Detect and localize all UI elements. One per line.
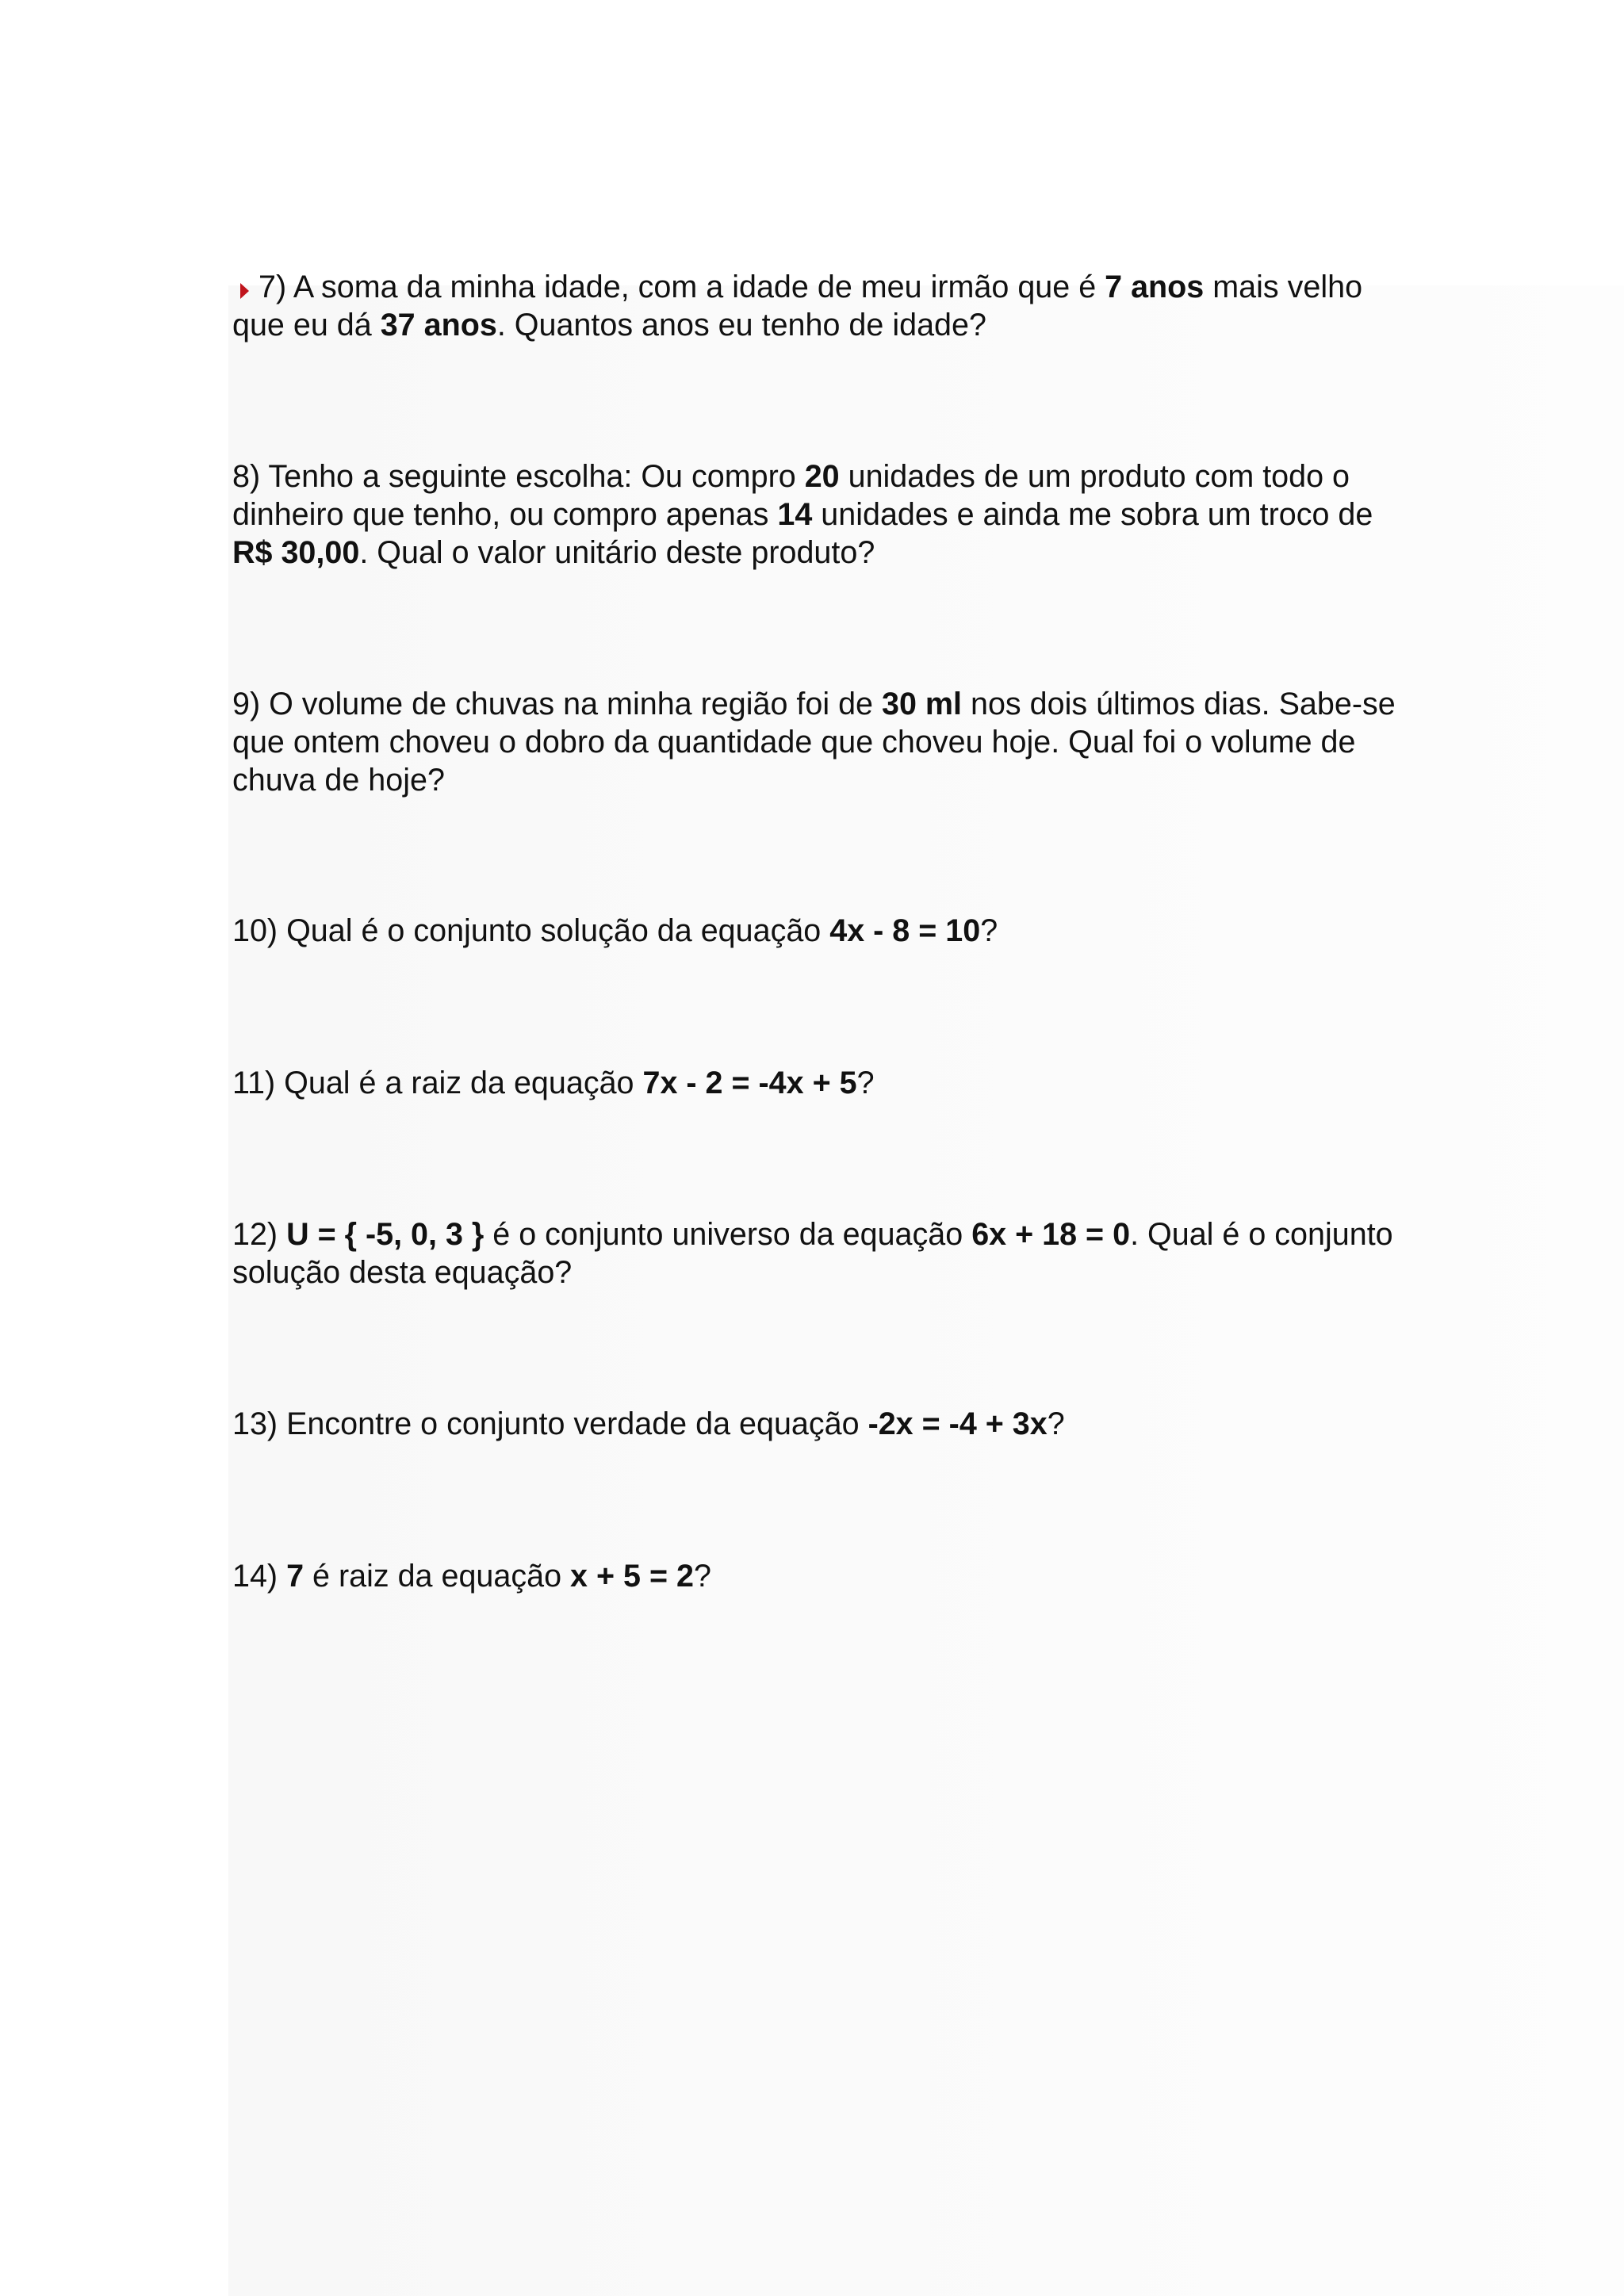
q8-text-4: . Qual o valor unitário deste produto? [359,535,875,570]
question-12 [232,1215,1398,1292]
q12-text-1: 12) [232,1217,287,1252]
question-14 [232,1557,1398,1595]
q8-text-3: unidades e ainda me sobra um troco de [812,497,1373,532]
q8-bold-1: 20 [804,459,840,494]
question-7 [232,268,1398,344]
q9-bold-1: 30 ml [882,687,963,721]
q11-text-2: ? [856,1066,875,1100]
q10-equation: 4x - 8 = 10 [829,913,981,948]
q9-text-2: nos dois últimos dias. Sabe-se que ontem choveu o dobro da quantidade que choveu hoje. Qual foi o volume de chuva de hoje? [232,687,1396,798]
q11-text-1: 11) Qual é a raiz da equação [232,1066,643,1100]
q14-text-2: é raiz da equação [304,1559,571,1594]
q12-text-3: . Qual é o conjunto solução desta equação? [232,1217,1393,1290]
q10-text-1: 10) Qual é o conjunto solução da equação [232,913,830,948]
question-11 [232,1064,1398,1102]
question-9 [232,685,1398,799]
question-10 [232,912,1398,950]
q7-text-2: mais velho que eu dá [232,270,1363,342]
q13-text-2: ? [1047,1406,1065,1441]
q7-bold-1: 7 anos [1105,270,1205,304]
q14-text-3: ? [693,1559,711,1594]
q9-text-1: 9) O volume de chuvas na minha região foi de [232,687,882,721]
q8-bold-2: 14 [777,497,813,532]
q14-text-1: 14) [232,1559,287,1594]
bullet-triangle-icon [240,283,249,299]
q8-bold-3: R$ 30,00 [232,535,360,570]
q10-text-2: ? [980,913,998,948]
question-13 [232,1405,1398,1443]
q7-bold-2: 37 anos [380,308,497,342]
q13-equation: -2x = -4 + 3x [868,1406,1048,1441]
q7-text-1: 7) A soma da minha idade, com a idade de meu irmão que é [259,270,1105,304]
q7-text-3: . Quantos anos eu tenho de idade? [496,308,986,342]
q8-text-1: 8) Tenho a seguinte escolha: Ou compro [232,459,805,494]
q12-text-2: é o conjunto universo da equação [484,1217,972,1252]
q8-text-2: unidades de um produto com todo o dinheiro que tenho, ou compro apenas [232,459,1350,532]
q12-universe-set: U = { -5, 0, 3 } [286,1217,485,1252]
question-8 [232,457,1398,572]
q12-equation: 6x + 18 = 0 [971,1217,1131,1252]
q14-equation: x + 5 = 2 [570,1559,694,1594]
q13-text-1: 13) Encontre o conjunto verdade da equação [232,1406,868,1441]
q14-number: 7 [286,1559,304,1594]
q11-equation: 7x - 2 = -4x + 5 [642,1066,857,1100]
